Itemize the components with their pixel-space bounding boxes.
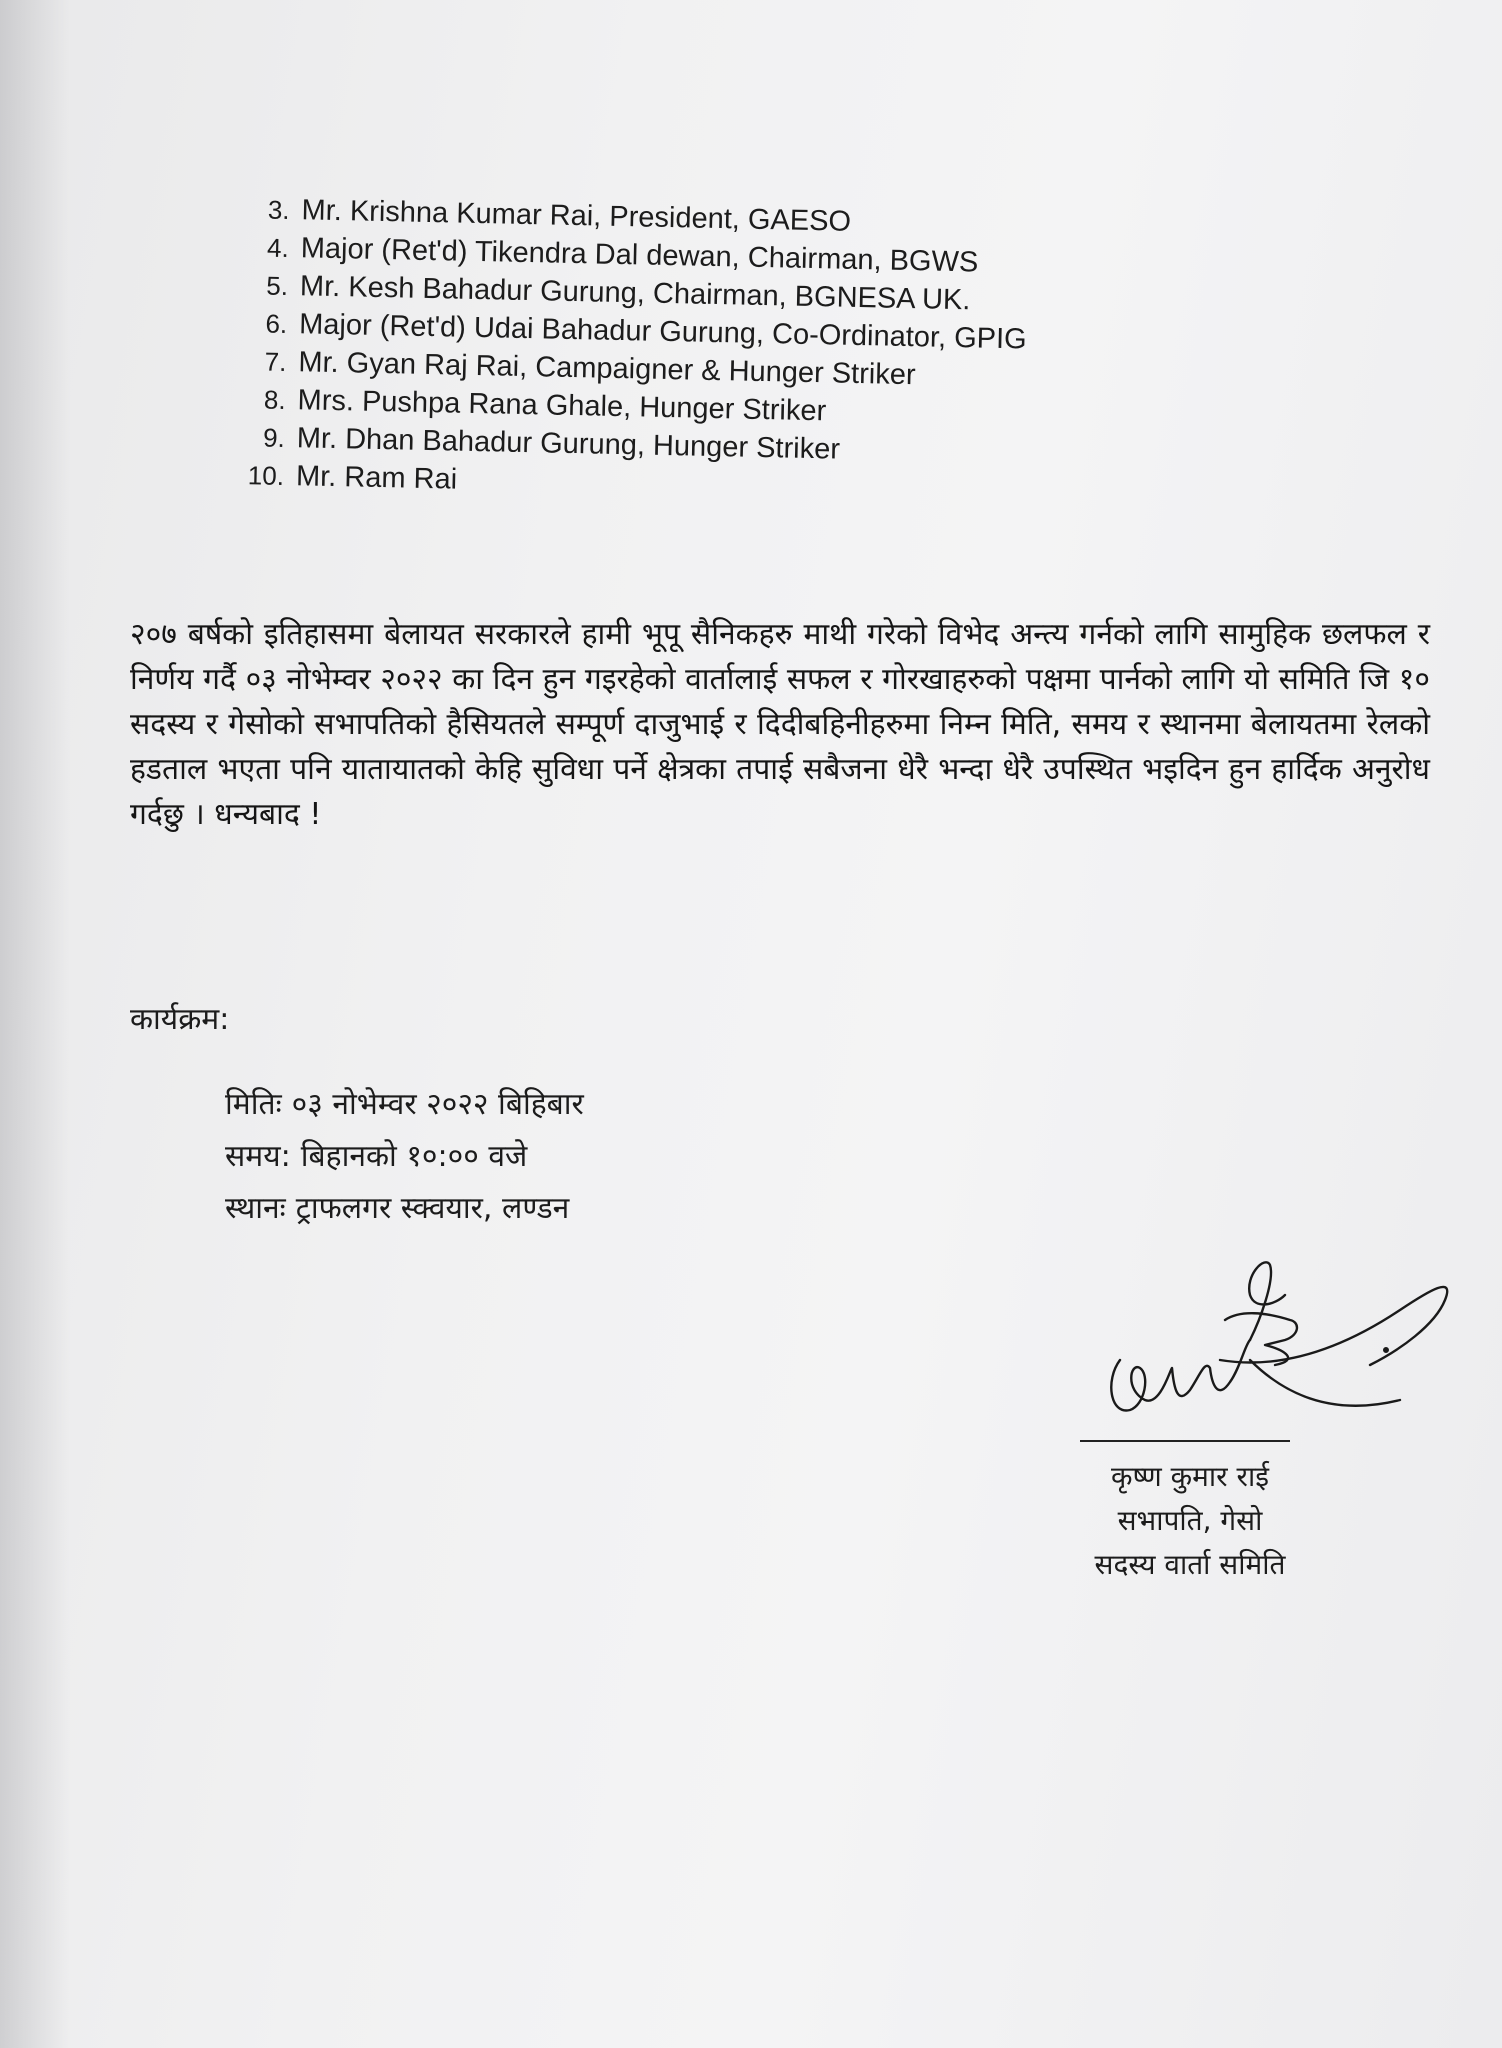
member-text: Mr. Gyan Raj Rai, Campaigner & Hunger Striker xyxy=(298,346,916,392)
list-number: 4. xyxy=(266,232,290,264)
signatory-title: सभापति, गेसो xyxy=(1117,1504,1263,1537)
signatory-name: कृष्ण कुमार राई xyxy=(1111,1460,1269,1493)
member-text: Major (Ret'd) Tikendra Dal dewan, Chairman, BGWS xyxy=(300,232,979,279)
program-time xyxy=(225,1137,527,1177)
date-value: ०३ नोभेम्वर २०२२ बिहिबार xyxy=(291,1087,584,1122)
member-text: Mr. Kesh Bahadur Gurung, Chairman, BGNESA UK. xyxy=(299,270,971,317)
date-label: मितिः xyxy=(225,1087,282,1122)
place-value: ट्राफलगर स्क्वयार, लण्डन xyxy=(295,1191,570,1226)
member-text: Mr. Krishna Kumar Rai, President, GAESO xyxy=(301,194,852,238)
list-number: 10. xyxy=(247,460,285,491)
signature-image xyxy=(1100,1250,1460,1450)
list-number: 9. xyxy=(262,422,286,453)
signature-line xyxy=(1080,1440,1290,1442)
signatory-committee: सदस्य वार्ता समिति xyxy=(1094,1548,1286,1581)
list-number: 7. xyxy=(264,346,287,378)
member-list xyxy=(234,190,1240,515)
body-paragraph: २०७ बर्षको इतिहासमा बेलायत सरकारले हामी भूपू सैनिकहरु माथी गरेको विभेद अन्त्य गर्नको लागि सामुहिक छलफल र निर्णय गर्दै ०३ नोभेम्वर २०२२ का दिन हुन गइरहेको वार्तालाई सफल र गोरखाहरुको पक्षमा पार्नको लागि यो समिति जि १० सदस्य र गेसोको सभापतिको हैसियतले सम्पूर्ण दाजुभाई र दिदीबहिनीहरुमा निम्न मिति, समय र स्थानमा बेलायतमा रेलको हडताल भएता पनि यातायातको केहि सुविधा पर्ने क्षेत्रका तपाई सबैजना धेरै भन्दा धेरै उपस्थित भइदिन हुन हार्दिक अनुरोध गर्दछु । धन्यबाद ! xyxy=(130,617,1430,832)
place-label: स्थानः xyxy=(225,1191,286,1226)
member-text: Major (Ret'd) Udai Bahadur Gurung, Co-Ordinator, GPIG xyxy=(298,308,1028,356)
list-number: 3. xyxy=(267,194,290,226)
signatory-block xyxy=(1040,1455,1340,1587)
member-text: Mr. Dhan Bahadur Gurung, Hunger Striker xyxy=(296,422,841,466)
program-heading: कार्यक्रम: xyxy=(130,1002,230,1037)
program-place xyxy=(225,1189,569,1229)
member-text: Mr. Ram Rai xyxy=(295,460,458,496)
member-text: Mrs. Pushpa Rana Ghale, Hunger Striker xyxy=(297,384,827,428)
time-value: बिहानको १०:०० वजे xyxy=(300,1139,528,1174)
page-shadow xyxy=(0,0,70,2048)
program-date xyxy=(225,1085,584,1125)
list-number: 5. xyxy=(266,270,289,302)
list-number: 6. xyxy=(265,308,288,340)
list-number: 8. xyxy=(263,384,286,415)
time-label: समय: xyxy=(225,1139,291,1174)
